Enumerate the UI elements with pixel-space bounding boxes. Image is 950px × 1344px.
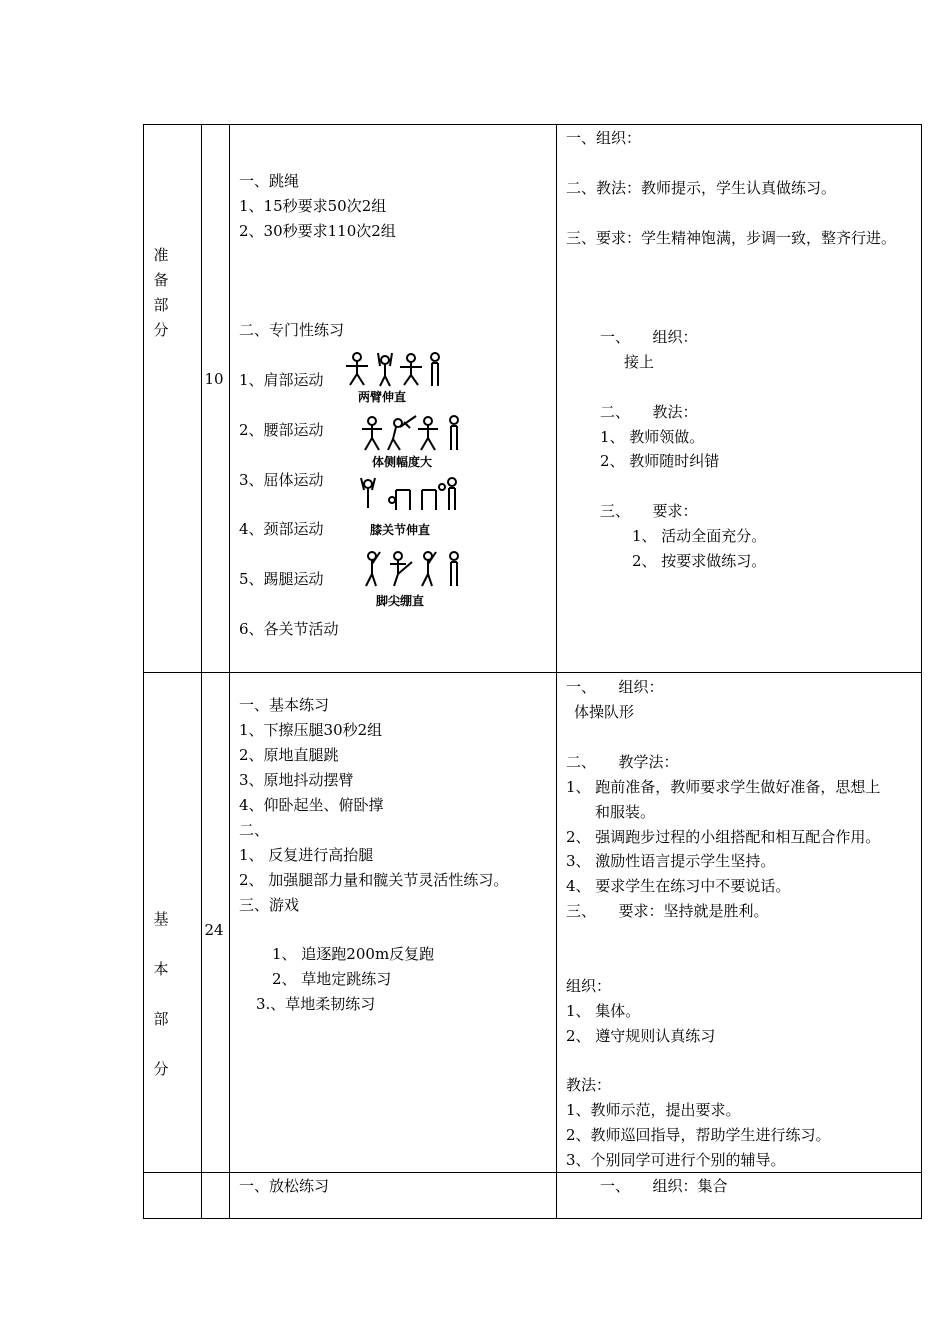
column-divider-1: [201, 124, 202, 1219]
basic-method-line: 1、 集体。: [566, 1002, 641, 1020]
basic-time-label: 24: [204, 921, 224, 939]
column-divider-2: [229, 124, 230, 1219]
basic-content-line: 3.、草地柔韧练习: [256, 995, 376, 1013]
kicking-exercise-illustration: [360, 550, 466, 588]
table-border-bottom: [143, 1218, 922, 1219]
basic-content-line: 4、仰卧起坐、俯卧撑: [239, 796, 384, 814]
end-content-line: 一、放松练习: [239, 1177, 330, 1195]
basic-method-line: 4、 要求学生在练习中不要说话。: [566, 877, 791, 895]
illustration-caption: 两臂伸直: [358, 390, 407, 404]
prep-method-line: 三、 要求：: [600, 502, 698, 520]
illustration-caption: 体侧幅度大: [372, 455, 433, 469]
basic-method-line: 2、教师巡回指导，帮助学生进行练习。: [566, 1126, 831, 1144]
illustration-caption: 脚尖绷直: [376, 594, 425, 608]
exercise-item: 4、颈部运动: [239, 520, 324, 538]
exercise-item: 1、肩部运动: [239, 371, 324, 389]
exercise-item: 2、腰部运动: [239, 421, 324, 439]
exercise-item: 5、踢腿运动: [239, 570, 324, 588]
exercise-item: 6、各关节活动: [239, 620, 339, 638]
basic-method-line: 3、个别同学可进行个别的辅导。: [566, 1151, 786, 1169]
prep-method-line: 一、组织：: [566, 129, 642, 147]
prep-section-label: 准备部分: [153, 246, 169, 339]
prep-method-line: 1、 教师领做。: [600, 428, 705, 446]
prep-time-label: 10: [204, 370, 224, 388]
bending-exercise-illustration: [356, 476, 464, 512]
row-divider-2: [143, 1172, 922, 1173]
basic-method-line: 1、 跑前准备，教师要求学生做好准备，思想上: [566, 778, 881, 796]
waist-exercise-illustration: [360, 414, 466, 452]
basic-content-line: 2、原地直腿跳: [239, 746, 339, 764]
basic-method-line: 一、 组织：: [566, 678, 664, 696]
basic-content-line: 3、原地抖动摆臂: [239, 771, 354, 789]
basic-content-line: 二、: [239, 821, 270, 839]
basic-content-line: 1、下擦压腿30秒2组: [239, 721, 383, 739]
basic-method-line: 组织：: [566, 977, 612, 995]
basic-content-line: 三、游戏: [239, 896, 300, 914]
prep-content-line: 1、15秒要求50次2组: [239, 197, 387, 215]
table-border-right: [921, 124, 922, 1219]
prep-method-line: 三、要求：学生精神饱满，步调一致，整齐行进。: [566, 229, 897, 247]
prep-method-line: 一、 组织：: [600, 328, 698, 346]
illustration-caption: 膝关节伸直: [370, 523, 431, 537]
prep-content-line: 一、跳绳: [239, 172, 300, 190]
basic-method-line: 3、 激励性语言提示学生坚持。: [566, 852, 776, 870]
basic-method-line: 1、教师示范，提出要求。: [566, 1101, 741, 1119]
basic-method-line: 和服装。: [595, 803, 656, 821]
prep-content-line: 二、专门性练习: [239, 321, 345, 339]
prep-method-line: 2、 教师随时纠错: [600, 452, 720, 470]
basic-method-line: 三、 要求：坚持就是胜利。: [566, 902, 769, 920]
prep-method-line: 1、 活动全面充分。: [632, 527, 767, 545]
basic-method-line: 2、 强调跑步过程的小组搭配和相互配合作用。: [566, 828, 881, 846]
end-method-line: 一、 组织：集合: [600, 1177, 728, 1195]
table-border-top: [143, 124, 922, 125]
basic-content-line: 2、 草地定跳练习: [272, 970, 392, 988]
prep-method-line: 2、 按要求做练习。: [632, 552, 767, 570]
basic-content-line: 2、 加强腿部力量和髋关节灵活性练习。: [239, 871, 509, 889]
basic-content-line: 1、 反复进行高抬腿: [239, 846, 374, 864]
basic-method-line: 教法：: [566, 1076, 612, 1094]
prep-content-line: 2、30秒要求110次2组: [239, 222, 396, 240]
prep-method-line: 接上: [624, 353, 655, 371]
exercise-item: 3、屈体运动: [239, 471, 324, 489]
basic-content-line: 1、 追逐跑200m反复跑: [272, 945, 435, 963]
row-divider-1: [143, 672, 922, 673]
prep-method-line: 二、 教法：: [600, 403, 698, 421]
basic-method-line: 二、 教学法：: [566, 753, 679, 771]
basic-section-label: 基本部分: [153, 910, 169, 1078]
column-divider-3: [556, 124, 557, 1219]
basic-method-line: 体操队形: [574, 703, 635, 721]
shoulder-exercise-illustration: [342, 352, 448, 388]
prep-method-line: 二、教法：教师提示，学生认真做练习。: [566, 179, 837, 197]
basic-content-line: 一、基本练习: [239, 696, 330, 714]
table-border-left: [143, 124, 144, 1219]
basic-method-line: 2、 遵守规则认真练习: [566, 1027, 716, 1045]
